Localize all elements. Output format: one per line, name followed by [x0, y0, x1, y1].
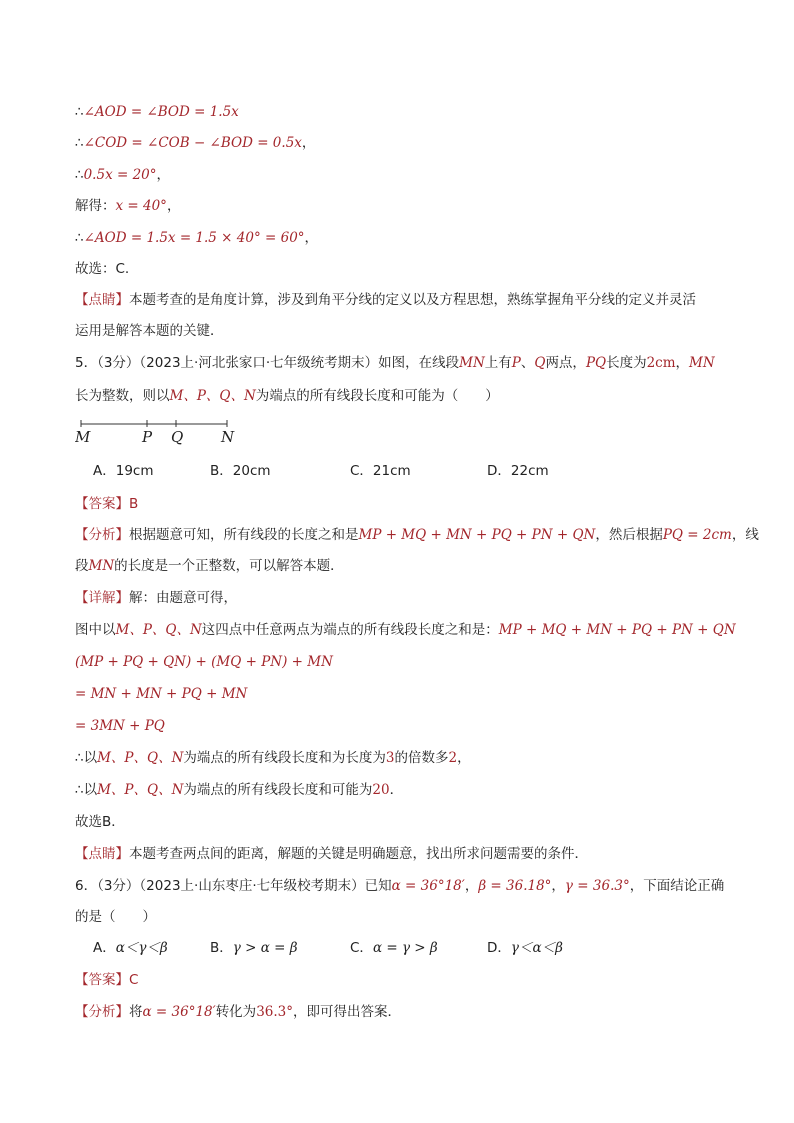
q5-answer: 【答案】B [75, 496, 139, 512]
q6-analysis: 【分析】将α = 36°18′转化为36.3°，即可得出答案． [75, 1004, 401, 1020]
q5-detail-line-3: = MN + MN + PQ + MN [75, 686, 248, 702]
q5-option-b: B．20cm [210, 463, 271, 479]
q6-option-d: D．γ＜α＜β [487, 940, 563, 956]
q6-option-c: C．α = γ > β [350, 940, 438, 956]
solution-line-6: 故选：C. [75, 261, 130, 277]
q5-note: 【点睛】本题考查两点间的距离，解题的关键是明确题意，找出所求问题需要的条件． [75, 846, 588, 862]
q5-detail-title: 【详解】解：由题意可得， [75, 590, 237, 606]
q6-option-b: B．γ > α = β [210, 940, 298, 956]
q5-stem-line-2: 长为整数，则以M、P、Q、N为端点的所有线段长度和可能为（ ） [75, 388, 499, 404]
q5-detail-line-4: = 3MN + PQ [75, 718, 165, 734]
q5-detail-line-1: 图中以M、P、Q、N这四点中任意两点为端点的所有线段长度之和是：MP + MQ + MN + PQ + PN + QN [75, 622, 736, 638]
q5-stem-line-1: 5．（3分）（2023上·河北张家口·七年级统考期末）如图，在线段MN上有P、Q两点，PQ长度为2cm，MN [75, 355, 715, 371]
q6-stem-line-2: 的是（ ） [75, 909, 156, 925]
solution-line-1: ∴∠AOD = ∠BOD = 1.5x [75, 104, 239, 120]
label-p: P [142, 428, 153, 446]
q5-detail-line-5: ∴以M、P、Q、N为端点的所有线段长度和为长度为3的倍数多2， [75, 750, 471, 766]
q6-answer: 【答案】C [75, 972, 139, 988]
label-n: N [221, 428, 235, 446]
q6-option-a: A．α＜γ＜β [93, 940, 168, 956]
q5-option-c: C．21cm [350, 463, 411, 479]
q5-option-d: D．22cm [487, 463, 549, 479]
q5-detail-line-6: ∴以M、P、Q、N为端点的所有线段长度和可能为20． [75, 782, 404, 798]
label-m: M [75, 428, 91, 446]
q5-segment-figure [75, 418, 265, 448]
q6-stem-line-1: 6．（3分）（2023上·山东枣庄·七年级校考期末）已知α = 36°18′，β = 36.18°，γ = 36.3°，下面结论正确 [75, 878, 725, 894]
note-line-2: 运用是解答本题的关键． [75, 323, 224, 339]
solution-line-5: ∴∠AOD = 1.5x = 1.5 × 40° = 60°， [75, 230, 319, 246]
solution-line-2: ∴∠COD = ∠COB − ∠BOD = 0.5x， [75, 135, 316, 151]
q5-detail-line-2: (MP + PQ + QN) + (MQ + PN) + MN [75, 654, 333, 670]
q5-analysis-line-2: 段MN的长度是一个正整数，可以解答本题． [75, 558, 344, 574]
q5-detail-line-7: 故选B． [75, 814, 125, 830]
solution-line-3: ∴0.5x = 20°， [75, 167, 170, 183]
q5-option-a: A．19cm [93, 463, 154, 479]
solution-line-4: 解得：x = 40°， [75, 198, 181, 214]
note-line-1: 【点睛】本题考查的是角度计算，涉及到角平分线的定义以及方程思想，熟练掌握角平分线的定义并灵活 [75, 292, 696, 308]
q5-analysis-line-1: 【分析】根据题意可知，所有线段的长度之和是MP + MQ + MN + PQ + PN + QN，然后根据PQ = 2cm，线 [75, 527, 759, 543]
label-q: Q [171, 428, 184, 446]
